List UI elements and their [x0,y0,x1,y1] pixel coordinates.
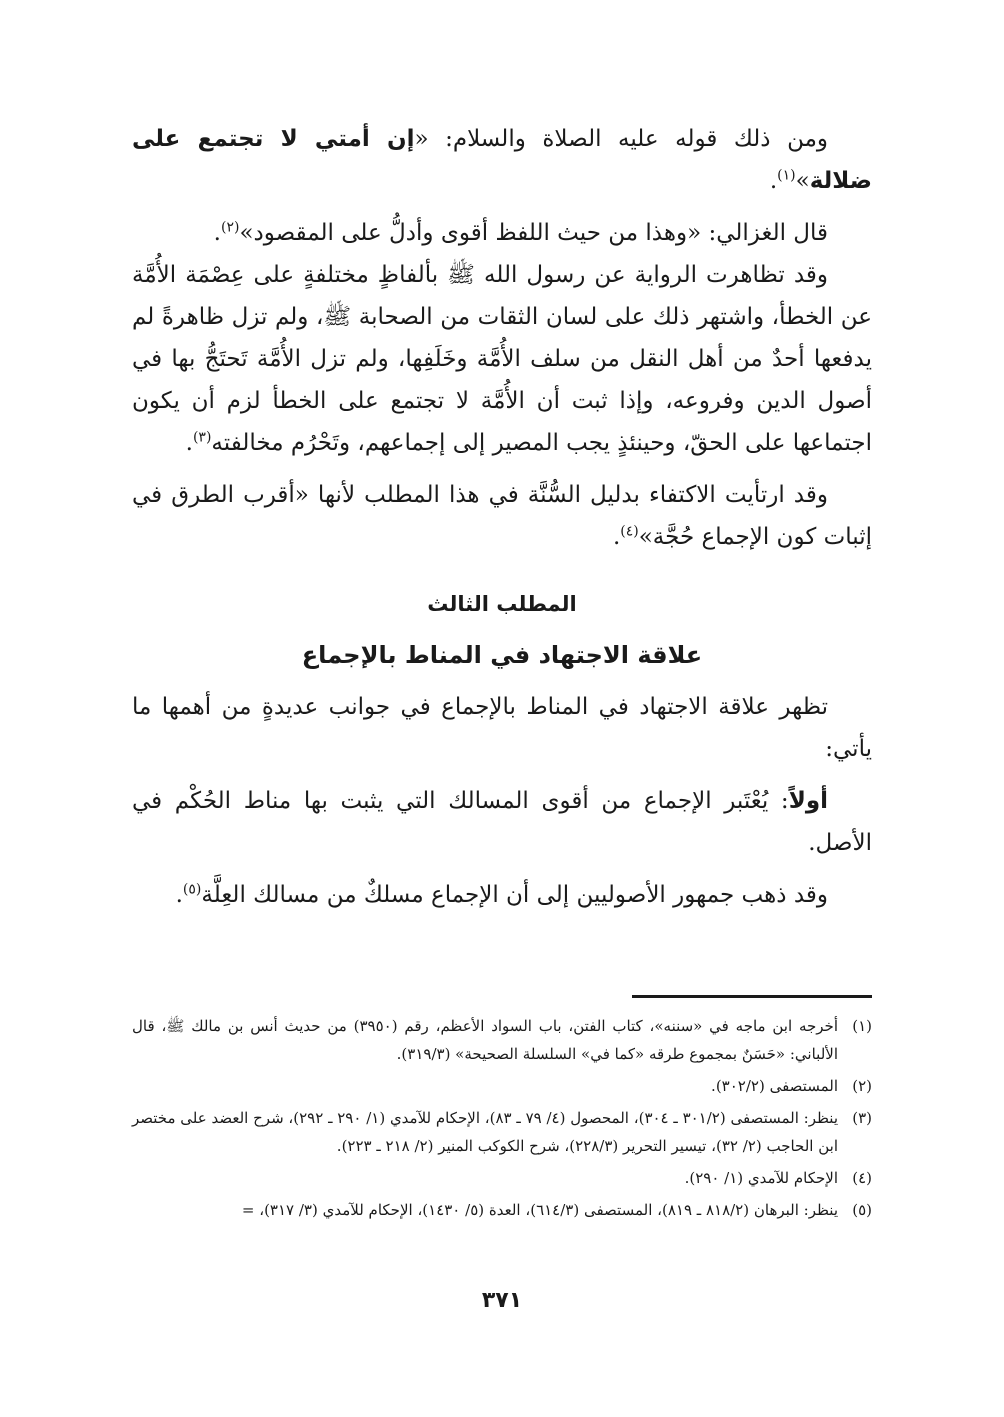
paragraph-text: وقد ارتأيت الاكتفاء بدليل السُّنَّة في هذا المطلب لأنها «أقرب الطرق في إثبات كون الإجماع حُجَّة» [132,482,872,550]
footnote-text: الإحكام للآمدي (١/ ٢٩٠). [684,1169,838,1187]
hadith-quote: إن أمتي لا تجتمع على ضلالة [132,126,872,194]
paragraph-end: . [175,882,183,908]
footnotes [132,1012,872,1228]
footnote-text: ينظر: البرهان (٨١٨/٢ ـ ٨١٩)، المستصفى (٦١٤/٣)، العدة (٥/ ١٤٣٠)، الإحكام للآمدي (٣/ ٣١٧)، = [241,1201,838,1219]
paragraph-text: : يُعْتَبر الإجماع من أقوى المسالك التي يثبت بها مناط الحُكْم في الأصل. [132,788,872,856]
footnote-ref[interactable]: (١) [777,167,796,184]
section-title: علاقة الاجتهاد في المناط بالإجماع [301,641,703,669]
paragraph-first-point [132,780,872,864]
footnote-text: أخرجه ابن ماجه في «سننه»، كتاب الفتن، باب السواد الأعظم، رقم (٣٩٥٠) من حديث أنس بن مالك ﷺ، قال الألباني: «حَسَنٌ بمجموع طرقه «كما في» السلسلة الصحيحة» (٣١٩/٣). [132,1017,838,1063]
paragraph-intro [132,686,872,770]
footnote [132,1072,872,1100]
paragraph-text: » [795,168,810,194]
footnote [132,1104,872,1160]
footnote-ref[interactable]: (٢) [220,219,240,236]
point-label: أولاً [788,788,828,814]
footnote-text: المستصفى (٣٠٢/٢). [711,1077,838,1095]
paragraph-text: قال الغزالي: «وهذا من حيث اللفظ أقوى وأدلُّ على المقصود» [239,220,828,246]
footnote [132,1196,872,1224]
footnote-separator [632,995,872,998]
footnote-ref[interactable]: (٣) [192,429,212,446]
footnote-number: (٣) [852,1109,872,1127]
footnote-number: (١) [852,1017,872,1035]
page-number: ٣٧١ [481,1288,523,1313]
paragraph-text: ومن ذلك قوله عليه الصلاة والسلام: « [414,126,829,152]
paragraph-end: . [185,430,193,456]
footnote-text: ينظر: المستصفى (٣٠١/٢ ـ ٣٠٤)، المحصول (٤/ ٧٩ ـ ٨٣)، الإحكام للآمدي (١/ ٢٩٠ ـ ٢٩٢)، شرح العضد على مختصر ابن الحاجب (٢/ ٣٢)، تيسير التحرير (٢٢٨/٣)، شرح الكوكب المنير (٢/ ٢١٨ ـ ٢٢٣). [132,1109,838,1155]
footnote [132,1164,872,1192]
footnote-ref[interactable]: (٤) [620,523,639,540]
paragraph-text: وقد تظاهرت الرواية عن رسول الله ﷺ بألفاظٍ مختلفةٍ على عِصْمَة الأُمَّة عن الخطأ، واشتهر ذلك على لسان الثقات من الصحابة ﷺ، ولم تزل ظاهرةً لم يدفعها أحدٌ من أهل النقل من سلف الأُمَّة وخَلَفِها، ولم تزل الأُمَّة تَحتَجُّ بها في أصول الدين وفروعه، وإذا ثبت أن الأُمَّة لا تجتمع على الخطأ لزم أن يكون اجتماعها على الحقّ، وحينئذٍ يجب المصير إلى إجماعهم، وتَحْرُم مخالفته [132,262,872,456]
paragraph-narration [132,254,872,464]
footnote-ref[interactable]: (٥) [182,881,202,898]
paragraph-ghazali [132,212,872,254]
footnote [132,1012,872,1068]
paragraph-sunnah [132,474,872,558]
footnote-number: (٥) [852,1201,872,1219]
footnote-number: (٤) [852,1169,872,1187]
footnote-number: (٢) [852,1077,872,1095]
paragraph-end: . [769,168,778,194]
paragraph-end: . [612,524,621,550]
paragraph-end: . [213,220,221,246]
main-text-upper [132,118,872,916]
paragraph-majority [132,874,872,916]
paragraph-text: تظهر علاقة الاجتهاد في المناط بالإجماع في جوانب عديدةٍ من أهمها ما يأتي: [132,694,872,762]
paragraph-text: وقد ذهب جمهور الأصوليين إلى أن الإجماع مسلكٌ من مسالك العِلَّة [201,882,828,908]
paragraph-hadith [132,118,872,202]
section-label: المطلب الثالث [427,592,577,616]
